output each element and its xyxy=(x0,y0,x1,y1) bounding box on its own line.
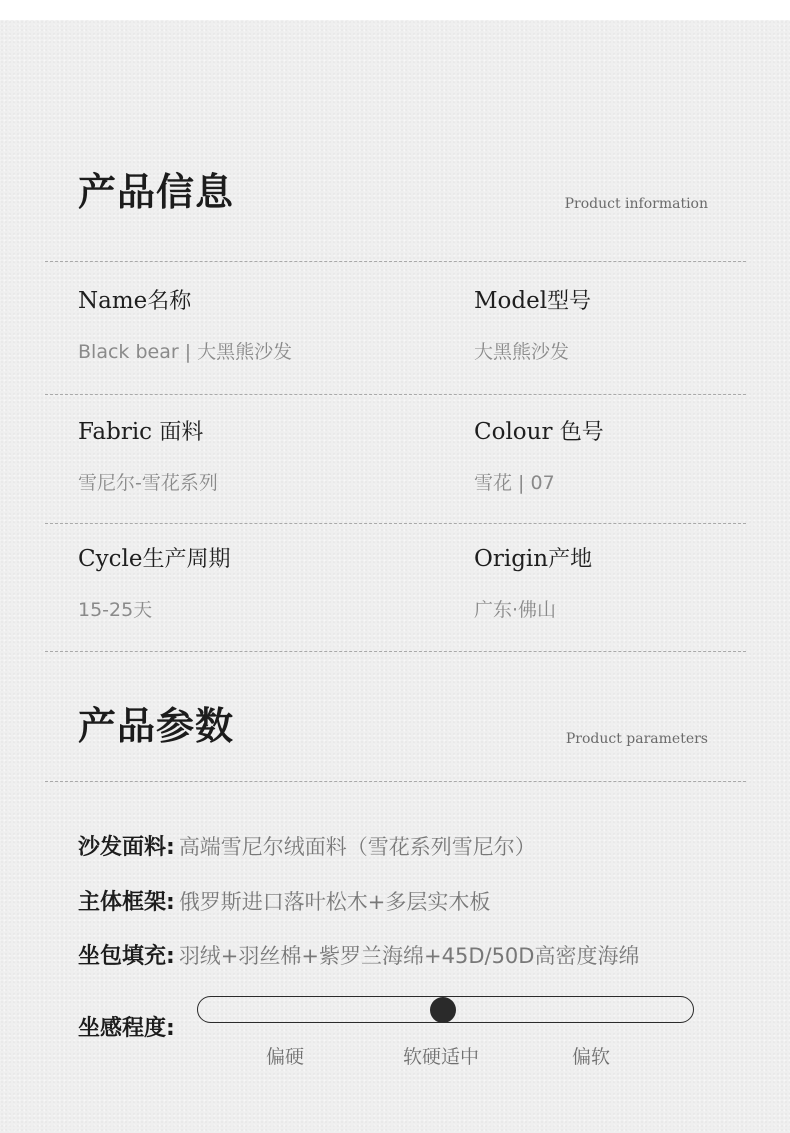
fabric-label: Fabric 面料 xyxy=(78,419,204,445)
origin-label: Origin产地 xyxy=(474,546,593,572)
product-info-title: 产品信息 xyxy=(78,170,235,214)
name-value: Black bear | 大黑熊沙发 xyxy=(78,341,293,363)
divider xyxy=(45,261,746,262)
param-value: 俄罗斯进口落叶松木+多层实木板 xyxy=(178,890,491,914)
divider xyxy=(45,651,746,652)
param-row-frame xyxy=(78,892,490,914)
product-info-subtitle: Product information xyxy=(564,196,708,212)
divider xyxy=(45,781,746,782)
param-row-fabric xyxy=(78,837,536,859)
comfort-label-medium: 软硬适中 xyxy=(402,1046,480,1068)
product-params-subtitle: Product parameters xyxy=(565,731,708,747)
cycle-value: 15-25天 xyxy=(78,599,153,621)
param-key: 坐包填充: xyxy=(78,944,175,969)
param-key: 沙发面料: xyxy=(78,835,175,860)
name-label: Name名称 xyxy=(78,288,192,314)
divider xyxy=(45,394,746,395)
model-label: Model型号 xyxy=(474,288,592,314)
param-row-filling xyxy=(78,946,639,968)
cycle-label: Cycle生产周期 xyxy=(78,546,231,572)
param-row-comfort xyxy=(78,1018,175,1040)
comfort-level-knob xyxy=(430,997,456,1023)
fabric-value: 雪尼尔-雪花系列 xyxy=(78,472,218,494)
comfort-label-soft: 偏软 xyxy=(571,1046,611,1068)
colour-value: 雪花 | 07 xyxy=(474,472,555,494)
param-value: 高端雪尼尔绒面料（雪花系列雪尼尔） xyxy=(178,835,536,859)
model-value: 大黑熊沙发 xyxy=(474,341,570,363)
param-key: 主体框架: xyxy=(78,890,175,915)
param-key: 坐感程度: xyxy=(78,1016,175,1041)
param-value: 羽绒+羽丝棉+紫罗兰海绵+45D/50D高密度海绵 xyxy=(178,944,640,968)
origin-value: 广东·佛山 xyxy=(474,599,557,621)
comfort-label-hard: 偏硬 xyxy=(265,1046,305,1068)
product-params-title: 产品参数 xyxy=(78,704,235,748)
comfort-level-track xyxy=(197,996,694,1023)
colour-label: Colour 色号 xyxy=(474,419,604,445)
divider xyxy=(45,523,746,524)
